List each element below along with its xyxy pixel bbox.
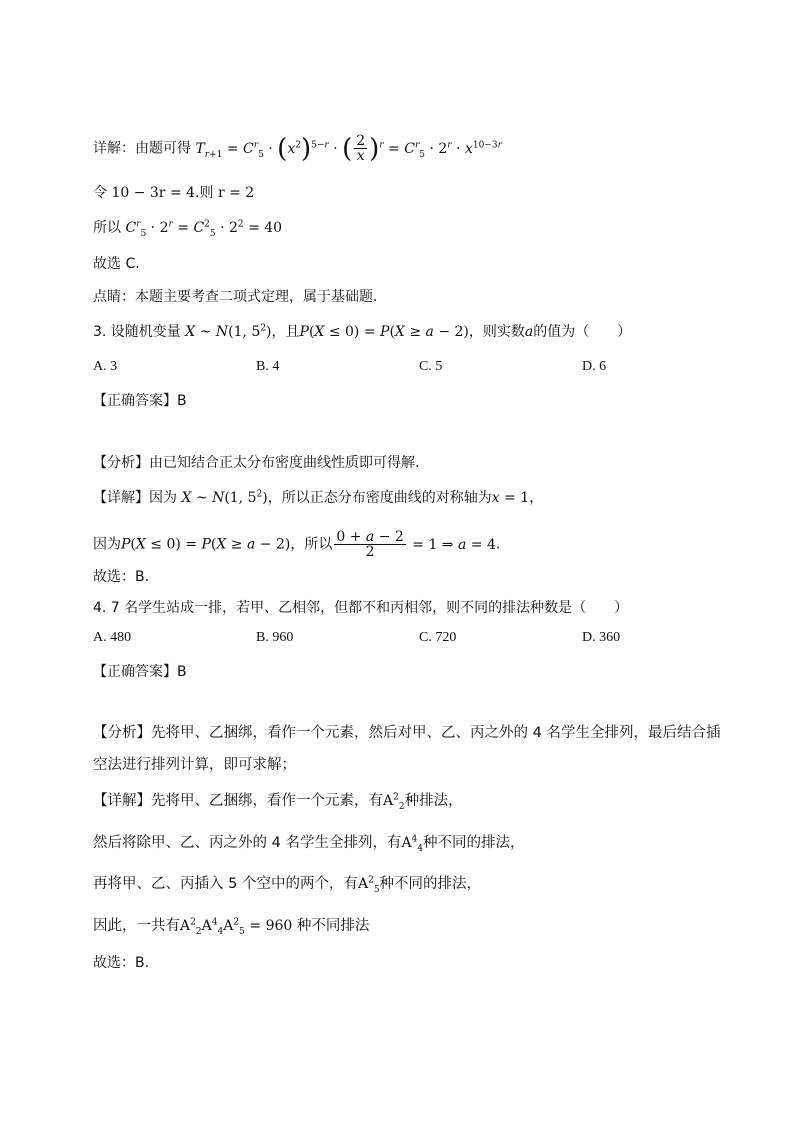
q3-option-b: B. 4 xyxy=(256,359,280,374)
sol2-so-line xyxy=(93,218,282,238)
q3-detail-c: 因为 xyxy=(93,536,121,553)
sol2-general-term-formula: $T_{r+1} = C^r_5 \cdot (x^2)^{5-r}$ · ( $\frac{2}{x}$ )$^r = C^r_5 \cdot 2^r \cdot x^{10-3r}$ xyxy=(195,133,502,164)
q4-arrangement-a52: $A^2_5$ xyxy=(357,875,380,895)
sol2-detail-line xyxy=(93,134,502,163)
q4-detail-line1 xyxy=(93,791,463,811)
sol2-combination-formula: $C^r_5 \cdot 2^r = C^2_5 \cdot 2^2$ xyxy=(125,219,244,239)
q4-arrangement-a44: $A^4_4$ xyxy=(401,834,424,854)
q4-analysis-line2: 空法进行排列计算，即可求解； xyxy=(93,757,296,773)
q3-detail-line1: 【详解】因为 X ~ N(1, $5^2$)，所以正态分布密度曲线的对称轴为x = 1， xyxy=(93,489,544,506)
q4-question: 4. 7 名学生站成一排，若甲、乙相邻，但都不和丙相邻，则不同的排法种数是（ ） xyxy=(93,600,629,616)
q3-distribution-formula: X ~ N(1, $5^2$) xyxy=(185,323,272,340)
q3-option-d: D. 6 xyxy=(582,359,607,374)
q4-detail-line3 xyxy=(93,874,481,894)
q4-arrangement-a22: $A^2_2$ xyxy=(383,792,405,812)
q3-text-c: ，则实数 xyxy=(468,324,525,340)
sol2-choose: 故选 C. xyxy=(93,256,140,272)
sol2-r-value: r = 2 xyxy=(217,185,255,201)
q4-product-formula: $A^2_2A^4_4A^2_5$ xyxy=(180,917,245,937)
q4-option-a: A. 480 xyxy=(93,630,132,645)
q3-solution-formula: $\frac{0 + a - 2}{2}$ = 1 ⇒ a = 4 xyxy=(336,529,496,560)
sol2-comment: 点睛：本题主要考查二项式定理，属于基础题． xyxy=(93,289,387,305)
q4-detail3-a: 再将甲、乙、丙插入 5 个空中的两个，有 xyxy=(93,876,358,892)
sol2-so-label: 所以 xyxy=(93,220,121,236)
q3-probability-equation: P(X ≤ 0) = P(X ≥ a − 2) xyxy=(299,324,469,340)
q3-var-a: a xyxy=(524,324,534,340)
q4-detail-line4 xyxy=(93,916,369,936)
q4-product-result: = 960 xyxy=(249,918,293,934)
q4-detail3-b: 种不同的排法， xyxy=(379,876,482,892)
q3-text-d: 的值为（ ） xyxy=(533,324,632,340)
q3-analysis: 【分析】由已知结合正太分布密度曲线性质即可得解. xyxy=(93,455,420,471)
sol2-so-result: = 40 xyxy=(248,220,283,236)
q3-detail-a: 【详解】因为 xyxy=(93,490,177,506)
q4-detail2-b: 种不同的排法， xyxy=(423,835,525,851)
q3-detail-b: ，所以正态分布密度曲线的对称轴为 xyxy=(267,490,492,506)
q4-option-d: D. 360 xyxy=(582,630,621,645)
q4-option-b: B. 960 xyxy=(256,630,294,645)
q3-option-a: A. 3 xyxy=(93,359,118,374)
q3-detail-distribution: X ~ N(1, $5^2$) xyxy=(181,489,268,506)
q4-detail1-a: 【详解】先将甲、乙捆绑，看作一个元素，有 xyxy=(93,793,383,809)
q4-detail1-b: 种排法， xyxy=(404,793,463,809)
q3-detail-line2: 因为P(X ≤ 0) = P(X ≥ a − 2)，所以 $\frac{0 + a - 2}{2}$ = 1 ⇒ a = 4. xyxy=(93,529,501,560)
q4-detail4-a: 因此，一共有 xyxy=(93,918,180,934)
q3-text-a: 3. 设随机变量 xyxy=(93,324,181,340)
sol2-set-eq-then: .则 xyxy=(195,185,214,201)
q3-detail-d: ，所以 xyxy=(290,536,333,553)
q3-question-line xyxy=(93,322,631,342)
q4-detail2-a: 然后将除甲、乙、丙之外的 4 名学生全排列，有 xyxy=(93,835,402,851)
q3-choose: 故选：B. xyxy=(93,569,150,585)
q3-option-c: C. 5 xyxy=(419,359,443,374)
q4-choose: 故选：B. xyxy=(93,955,150,971)
sol2-detail-label: 详解：由题可得 xyxy=(93,140,191,157)
q3-detail-probability: P(X ≤ 0) = P(X ≥ a − 2) xyxy=(121,536,291,553)
q3-text-b: ，且 xyxy=(271,324,300,340)
q3-symmetry-axis: x = 1 xyxy=(491,490,530,506)
sol2-set-equation-line xyxy=(93,183,254,203)
q3-answer: 【正确答案】B xyxy=(93,393,187,409)
q4-analysis-line1: 【分析】先将甲、乙捆绑，看作一个元素，然后对甲、乙、丙之外的 4 名学生全排列，最后结合插 xyxy=(93,725,721,741)
sol2-set-eq: 10 − 3r = 4 xyxy=(111,185,196,201)
sol2-set-eq-prefix: 令 xyxy=(93,185,107,201)
q4-answer: 【正确答案】B xyxy=(93,664,187,680)
q4-detail4-c: 种不同排法 xyxy=(296,918,370,934)
q4-detail-line2 xyxy=(93,833,525,853)
q4-option-c: C. 720 xyxy=(419,630,457,645)
